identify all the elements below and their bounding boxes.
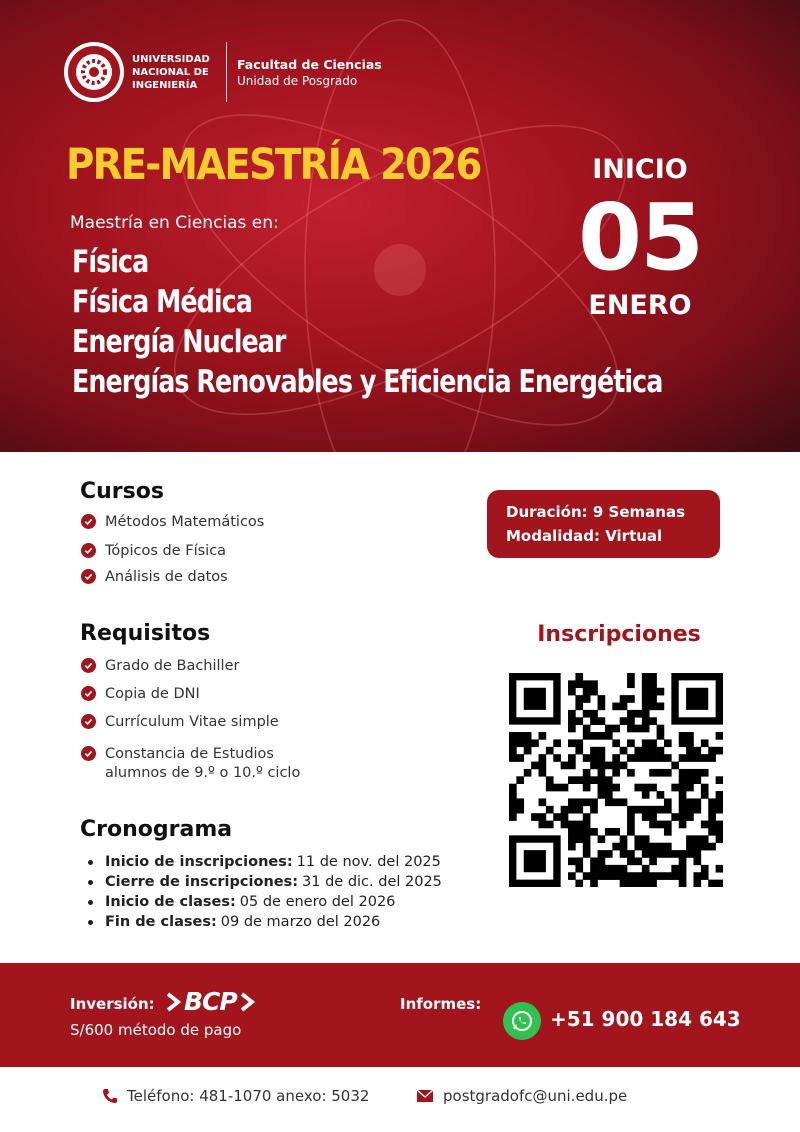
page-title: PRE-MAESTRÍA 2026 [66,140,481,190]
registration-qr-code[interactable] [509,673,723,887]
list-item [81,657,300,676]
check-icon [81,514,96,529]
bcp-logo [166,987,255,1016]
requirements-list [81,657,300,783]
bullet-icon [88,860,93,865]
check-icon [81,658,96,673]
courses-heading: Cursos [80,479,164,504]
list-item-text-block [105,745,300,783]
schedule-item [88,852,442,872]
schedule-item [88,892,442,912]
investment-label: Inversión: [70,995,155,1013]
email-text: postgradofc@uni.edu.pe [443,1087,628,1105]
start-date-block [560,150,720,326]
faculty-block [237,56,382,89]
logo-divider [226,42,227,102]
whatsapp-icon[interactable] [503,1002,541,1040]
list-item [81,685,300,704]
university-name: UNIVERSIDAD NACIONAL DE INGENIERÍA [132,53,210,91]
program-item: Física [72,244,149,280]
phone-contact[interactable] [102,1087,369,1105]
list-item-label: Currículum Vitae simple [105,714,279,730]
program-item: Energía Nuclear [72,324,286,360]
list-item-label: Tópicos de Física [105,543,227,559]
schedule-heading: Cronograma [80,817,233,842]
schedule-item-label: Cierre de inscripciones: [105,874,299,890]
list-item [81,713,300,732]
bullet-icon [88,880,93,885]
registration-heading: Inscripciones [537,622,701,647]
modality-text: Modalidad: Virtual [506,527,663,545]
phone-text: Teléfono: 481-1070 anexo: 5032 [127,1087,370,1105]
check-icon [81,569,96,584]
list-item [81,513,264,532]
university-logo-block [64,42,382,102]
university-seal-icon [64,42,124,102]
bcp-left-chevron-icon [166,992,182,1012]
program-item: Energías Renovables y Eficiencia Energética [72,364,663,400]
payment-note: S/600 método de pago [70,1021,242,1039]
bcp-right-chevron-icon [239,992,255,1012]
list-item [81,542,264,561]
program-subtitle: Maestría en Ciencias en: [70,213,279,233]
schedule-item-value: 11 de nov. del 2025 [296,854,441,870]
schedule-item-label: Inicio de clases: [105,894,236,910]
list-item-label: Copia de DNI [105,686,200,702]
list-item-label: Constancia de Estudios [105,746,274,762]
start-label: INICIO [592,154,688,185]
hero-banner [0,0,800,452]
list-item-label: Métodos Matemáticos [105,514,265,530]
schedule-list [88,852,442,932]
schedule-item-value: 09 de marzo del 2026 [220,914,381,930]
whatsapp-number-link[interactable]: +51 900 184 643 [550,1007,741,1031]
schedule-item [88,912,442,932]
bank-name: BCP [184,987,237,1016]
start-day: 05 [577,184,703,291]
info-label: Informes: [400,995,482,1013]
bullet-icon [88,920,93,925]
envelope-icon [416,1089,434,1103]
faculty-name: Facultad de Ciencias [237,56,382,72]
check-icon [81,746,96,761]
schedule-item-label: Inicio de inscripciones: [105,854,293,870]
start-month: ENERO [588,290,692,321]
check-icon [81,543,96,558]
courses-list [81,513,264,587]
bullet-icon [88,900,93,905]
list-item-sublabel: alumnos de 9.º o 10.º ciclo [105,765,301,781]
phone-icon [102,1088,118,1104]
list-item-label: Grado de Bachiller [105,658,240,674]
unit-name: Unidad de Posgrado [237,73,358,88]
schedule-item-value: 05 de enero del 2026 [239,894,396,910]
requirements-heading: Requisitos [80,621,211,646]
schedule-item [88,872,442,892]
list-item [81,568,264,587]
schedule-item-value: 31 de dic. del 2025 [302,874,442,890]
check-icon [81,714,96,729]
list-item [81,745,300,783]
duration-modality-badge [487,490,720,558]
email-contact[interactable] [416,1087,627,1105]
check-icon [81,686,96,701]
program-item: Física Médica [72,284,252,320]
list-item-label: Análisis de datos [105,569,228,585]
duration-text: Duración: 9 Semanas [506,503,686,521]
schedule-item-label: Fin de clases: [105,914,217,930]
